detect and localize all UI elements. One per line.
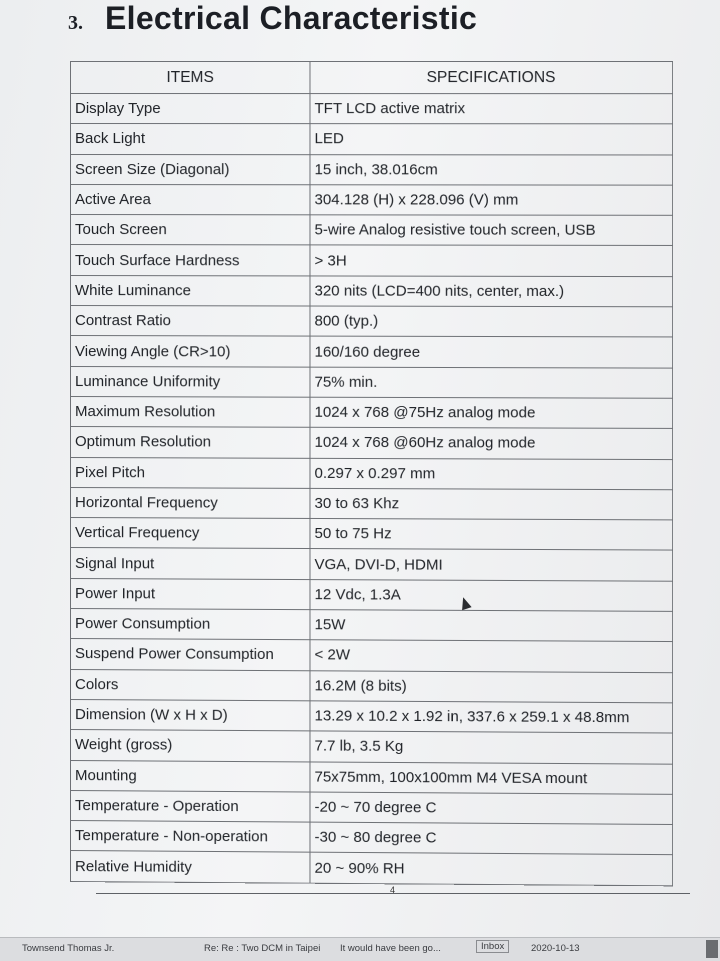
spec-cell: 13.29 x 10.2 x 1.92 in, 337.6 x 259.1 x 48.8mm	[310, 701, 673, 733]
spec-cell: > 3H	[310, 245, 673, 276]
table-row	[70, 366, 672, 398]
spec-cell: 304.128 (H) x 228.096 (V) mm	[310, 185, 673, 216]
item-cell: Touch Surface Hardness	[70, 245, 309, 276]
scroll-handle[interactable]	[706, 940, 718, 958]
spec-cell: 75x75mm, 100x100mm M4 VESA mount	[310, 761, 673, 794]
header-items: ITEMS	[70, 62, 309, 94]
spec-cell: 7.7 lb, 3.5 Kg	[310, 731, 673, 764]
item-cell: Suspend Power Consumption	[70, 639, 309, 671]
spec-cell: 12 Vdc, 1.3A	[310, 579, 673, 611]
table-row	[70, 699, 672, 733]
mail-folder[interactable]: Inbox	[476, 940, 509, 953]
item-cell: Optimum Resolution	[70, 427, 309, 458]
spec-cell: 320 nits (LCD=400 nits, center, max.)	[310, 276, 673, 307]
mail-preview-bar[interactable]	[0, 937, 720, 961]
spec-cell: 75% min.	[310, 367, 673, 398]
spec-cell: -30 ~ 80 degree C	[310, 822, 673, 855]
table-header-row	[70, 62, 672, 94]
item-cell: Temperature - Operation	[70, 790, 309, 822]
table-row	[70, 306, 672, 338]
item-cell: Viewing Angle (CR>10)	[70, 336, 309, 367]
table-row	[70, 457, 672, 490]
spec-cell: 5-wire Analog resistive touch screen, USB	[310, 215, 673, 246]
table-row	[70, 124, 672, 155]
mail-date: 2020-10-13	[531, 943, 580, 954]
item-cell: Back Light	[70, 124, 309, 154]
item-cell: Contrast Ratio	[70, 306, 309, 337]
item-cell: Mounting	[70, 760, 309, 792]
table-row	[70, 609, 672, 642]
table-row	[70, 396, 672, 428]
header-specifications: SPECIFICATIONS	[310, 62, 673, 94]
item-cell: Active Area	[70, 184, 309, 215]
section-number: 3.	[68, 12, 83, 34]
item-cell: Luminance Uniformity	[70, 366, 309, 397]
table-row	[70, 578, 672, 611]
mail-preview[interactable]: It would have been go...	[340, 943, 441, 954]
mail-subject[interactable]: Re: Re : Two DCM in Taipei	[204, 943, 321, 954]
footer-divider	[96, 893, 690, 894]
spec-cell: 800 (typ.)	[310, 306, 673, 337]
table-row	[70, 275, 672, 307]
table-row	[70, 336, 672, 368]
table-row	[70, 851, 672, 886]
item-cell: Screen Size (Diagonal)	[70, 154, 309, 185]
page-number: 4	[390, 885, 396, 895]
item-cell: Maximum Resolution	[70, 396, 309, 427]
section-heading	[68, 0, 477, 37]
table-row	[70, 245, 672, 276]
table-row	[70, 760, 672, 794]
section-title: Electrical Characteristic	[105, 0, 478, 36]
table-row	[70, 790, 672, 824]
spec-cell: < 2W	[310, 640, 673, 672]
table-row	[70, 518, 672, 551]
item-cell: White Luminance	[70, 275, 309, 306]
spec-cell: 0.297 x 0.297 mm	[310, 458, 673, 490]
spec-cell: 30 to 63 Khz	[310, 488, 673, 520]
item-cell: Dimension (W x H x D)	[70, 699, 309, 731]
item-cell: Vertical Frequency	[70, 518, 309, 549]
table-row	[70, 427, 672, 459]
table-row	[70, 669, 672, 703]
table-row	[70, 215, 672, 246]
table-row	[70, 94, 672, 125]
spec-cell: -20 ~ 70 degree C	[310, 792, 673, 825]
spec-cell: 1024 x 768 @75Hz analog mode	[310, 397, 673, 429]
spec-cell: 1024 x 768 @60Hz analog mode	[310, 428, 673, 460]
item-cell: Temperature - Non-operation	[70, 821, 309, 853]
item-cell: Power Input	[70, 578, 309, 609]
item-cell: Weight (gross)	[70, 730, 309, 762]
spec-cell: 160/160 degree	[310, 336, 673, 367]
spec-cell: TFT LCD active matrix	[310, 94, 673, 125]
item-cell: Display Type	[70, 94, 309, 124]
table-row	[70, 639, 672, 672]
item-cell: Signal Input	[70, 548, 309, 579]
spec-cell: 15 inch, 38.016cm	[310, 154, 673, 185]
spec-cell: 15W	[310, 610, 673, 642]
spec-cell: 50 to 75 Hz	[310, 519, 673, 551]
item-cell: Power Consumption	[70, 609, 309, 641]
table-row	[70, 548, 672, 581]
item-cell: Relative Humidity	[70, 851, 309, 883]
item-cell: Pixel Pitch	[70, 457, 309, 488]
table-row	[70, 487, 672, 520]
table-row	[70, 821, 672, 855]
item-cell: Horizontal Frequency	[70, 487, 309, 518]
mail-sender[interactable]: Townsend Thomas Jr.	[22, 943, 115, 954]
table-row	[70, 154, 672, 185]
spec-cell: 20 ~ 90% RH	[310, 853, 673, 886]
item-cell: Colors	[70, 669, 309, 701]
spec-cell: LED	[310, 124, 673, 155]
table-row	[70, 184, 672, 215]
spec-cell: VGA, DVI-D, HDMI	[310, 549, 673, 581]
spec-cell: 16.2M (8 bits)	[310, 670, 673, 702]
item-cell: Touch Screen	[70, 215, 309, 246]
table-row	[70, 730, 672, 764]
spec-table	[70, 61, 673, 886]
